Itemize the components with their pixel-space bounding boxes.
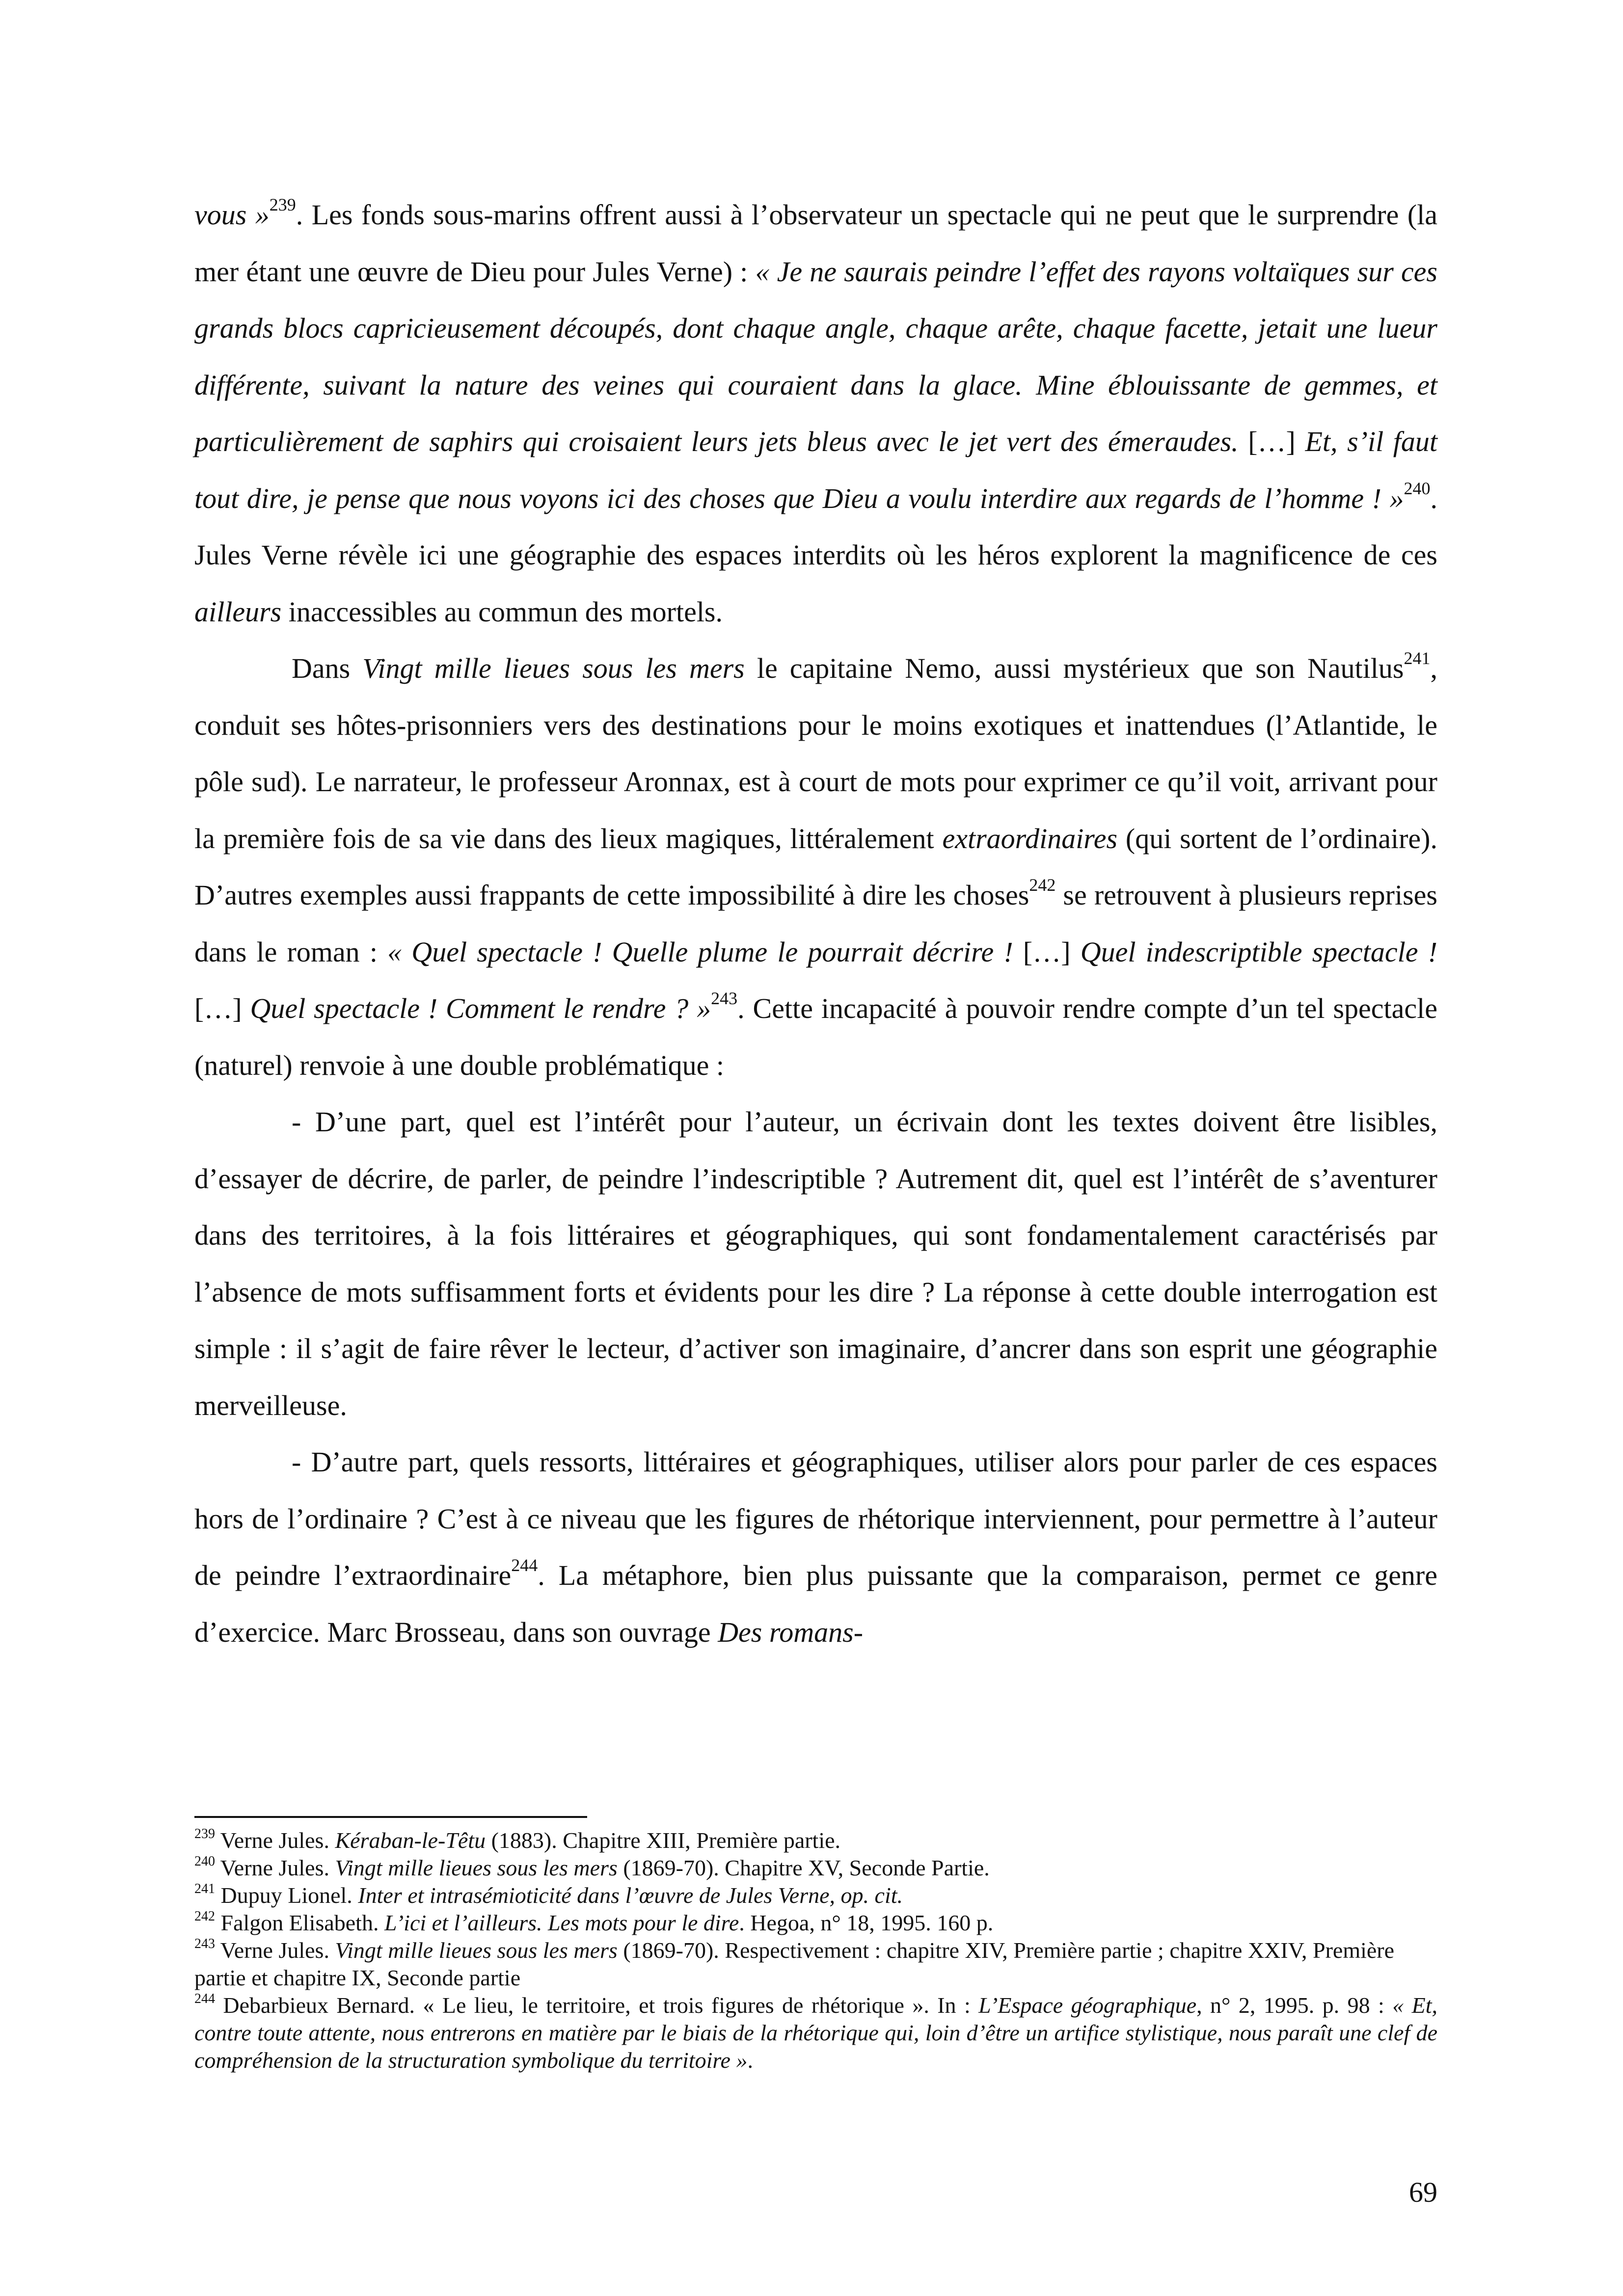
text-run: (qui sortent de l’ordinaire). D’autres exemples aussi frappants de cette impossibilité à dire les choses [194,822,1437,911]
text-run: […] [1013,935,1081,968]
footnote-number: 240 [194,1854,215,1869]
text-run: - D’autre part, quels ressorts, littéraires et géographiques, utiliser alors pour parler de ces espaces hors de l’ordinaire ? C’est à ce niveau que les figures de rhétorique interviennent, pour permettre à l’auteur de peindre l’extraordinaire [194,1446,1437,1591]
footnote-title: Vingt mille lieues sous les mers [335,1938,618,1963]
footnote-240 [194,1854,1437,1882]
quote-italic: Quel indescriptible spectacle ! [1080,935,1437,968]
footnote-text: (1883). Chapitre XIII, Première partie. [486,1828,841,1853]
footnote-text: , n° 2, 1995. p. 98 : [1196,1993,1393,2018]
text-run: . Cette incapacité à pouvoir rendre compte d’un tel spectacle (naturel) renvoie à une double problématique : [194,992,1438,1081]
footnote-244 [194,1992,1437,2074]
text-run: , conduit ses hôtes-prisonniers vers des destinations pour le moins exotiques et inattendues (l’Atlantide, le pôle sud). Le narrateur, le professeur Aronnax, est à court de mots pour exprimer ce qu’il voit, arrivant pour la première fois de sa vie dans des lieux magiques, littéralement [194,652,1437,854]
footnote-text: Debarbieux Bernard. « Le lieu, le territoire, et trois figures de rhétorique ». In : [215,1993,979,2018]
book-title: Des romans- [718,1616,864,1648]
quote-italic: « Je ne saurais peindre l’effet des rayons voltaïques sur ces grands blocs capricieusement découpés, dont chaque angle, chaque arête, chaque facette, jetait une lueur différente, suivant la nature des veines qui couraient dans la glace. Mine éblouissante de gemmes, et particulièrement de saphirs qui croisaient leurs jets bleus avec le jet vert des émeraudes. [194,255,1437,457]
footnote-text: Verne Jules. [215,1938,335,1963]
page-number: 69 [1409,2176,1437,2208]
footnote-text: (1869-70). Chapitre XV, Seconde Partie. [617,1855,990,1880]
footnote-ref-244[interactable]: 244 [511,1555,538,1575]
text-run: […] [1238,426,1305,457]
book-title: Vingt mille lieues sous les mers [362,652,745,684]
paragraph-3: - D’une part, quel est l’intérêt pour l’auteur, un écrivain dont les textes doivent être lisibles, d’essayer de décrire, de parler, de peindre l’indescriptible ? Autrement dit, quel est l’intérêt de s’aventurer dans des territoires, à la fois littéraires et géographiques, qui sont fondamentalement caractérisés par l’absence de mots suffisamment forts et évidents pour les dire ? La réponse à cette double interrogation est simple : il s’agit de faire rêver le lecteur, d’activer son imaginaire, d’ancrer dans son esprit une géographie merveilleuse. [194,1106,1437,1421]
text-run: inaccessibles au commun des mortels. [281,595,723,628]
text-run: . Les fonds sous-marins offrent aussi à l’observateur un spectacle qui ne peut que le surprendre (la mer étant une œuvre de Dieu pour Jules Verne) : [194,199,1437,288]
footnote-number: 243 [194,1936,215,1951]
text-run: . Jules Verne révèle ici une géographie des espaces interdits où les héros explorent la magnificence de ces [194,482,1437,571]
footnote-number: 239 [194,1826,215,1842]
footnote-title: Vingt mille lieues sous les mers [335,1855,618,1880]
footnote-ref-240[interactable]: 240 [1404,478,1431,498]
footnote-title: Kéraban-le-Têtu [335,1828,486,1853]
footnote-ref-239[interactable]: 239 [269,195,296,214]
footnote-242 [194,1909,1437,1937]
footnote-ref-243[interactable]: 243 [711,988,738,1008]
footnote-text: (1869-70). Respectivement : chapitre XIV, Première partie ; chapitre XXIV, Première partie et chapitre IX, Seconde partie [194,1938,1395,1990]
footnote-quote: « Et, contre toute attente, nous entrerons en matière par le biais de la rhétorique qui, loin d’être un artifice stylistique, nous paraît une clef de compréhension de la structuration symbolique du territoire » [194,1993,1437,2073]
paragraph-1 [194,187,1437,640]
quote-italic: Quel spectacle ! Comment le rendre ? » [250,992,711,1024]
text-run: le capitaine Nemo, aussi mystérieux que son Nautilus [744,652,1404,684]
text-run: . La métaphore, bien plus puissante que la comparaison, permet ce genre d’exercice. Marc Brosseau, dans son ouvrage [194,1559,1437,1648]
footnote-number: 241 [194,1881,215,1896]
emphasis: extraordinaires [942,822,1118,854]
text-run: Dans [292,652,363,684]
footnote-243 [194,1937,1437,1992]
quote-italic: « Quel spectacle ! Quelle plume le pourrait décrire ! [387,935,1013,968]
quote-italic: Et, s’il faut tout dire, je pense que nous voyons ici des choses que Dieu a voulu interdire aux regards de l’homme ! » [194,426,1437,514]
footnote-text: Falgon Elisabeth. [215,1910,384,1935]
footnote-title: L’ici et l’ailleurs. Les mots pour le dire [384,1910,739,1935]
paragraph-4 [194,1434,1437,1660]
quote-end: vous » [194,199,270,231]
footnote-separator [194,1816,587,1818]
footnote-ref-241[interactable]: 241 [1404,648,1431,668]
text-run: […] [194,992,250,1024]
footnote-text: . [747,2048,753,2073]
footnote-239 [194,1827,1437,1854]
main-text [194,187,1437,1660]
text-run: se retrouvent à plusieurs reprises dans le roman : [194,879,1437,968]
paragraph-2 [194,640,1437,1094]
emphasis: ailleurs [194,595,282,628]
footnote-number: 244 [194,1991,215,2006]
footnote-text: Verne Jules. [215,1828,335,1853]
footnote-text: . Hegoa, n° 18, 1995. 160 p. [739,1910,994,1935]
footnote-title: L’Espace géographique [978,1993,1197,2018]
footnotes [194,1827,1437,2074]
footnote-text: Dupuy Lionel. [215,1883,358,1908]
footnote-text: Verne Jules. [215,1855,335,1880]
footnote-ref-242[interactable]: 242 [1029,875,1056,895]
footnote-241 [194,1882,1437,1909]
footnote-title: Inter et intrasémioticité dans l’œuvre de Jules Verne, op. cit. [358,1883,903,1908]
footnote-number: 242 [194,1909,215,1924]
